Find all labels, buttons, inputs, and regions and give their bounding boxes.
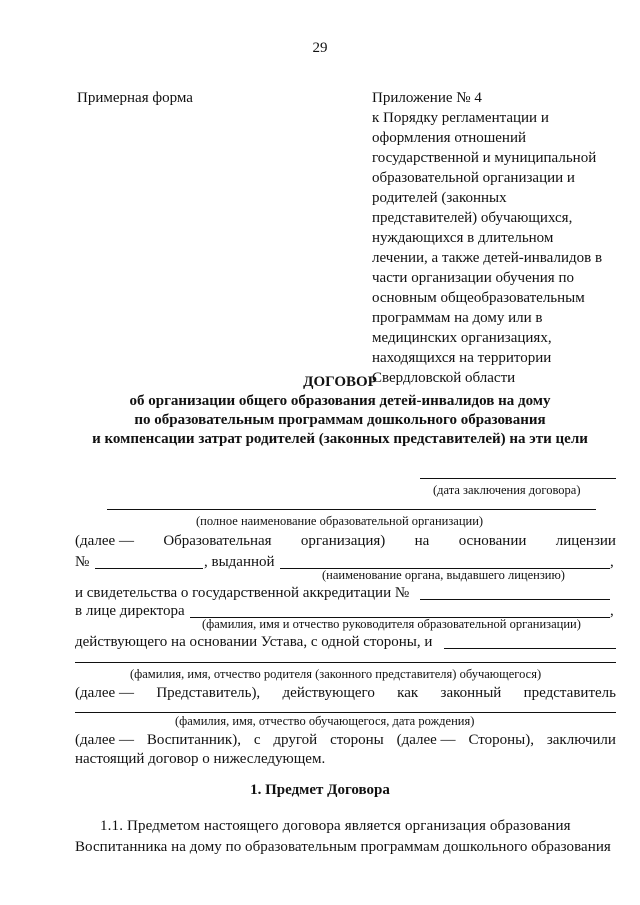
org-name-field[interactable]: [107, 509, 596, 510]
parent-caption: (фамилия, имя, отчество родителя (законного представителя) обучающегося): [130, 667, 542, 681]
word: Представитель),: [156, 685, 261, 701]
appendix-line: к Порядку регламентации и: [372, 110, 549, 126]
paragraph-text: 1.1. Предметом настоящего договора является организация образования: [100, 818, 571, 834]
appendix-line: Свердловской области: [372, 370, 516, 386]
license-number-label: №: [75, 554, 90, 570]
appendix-line: части организации обучения по: [372, 270, 574, 286]
appendix-line: нуждающихся в длительном: [372, 230, 554, 246]
student-name-field[interactable]: [75, 712, 616, 713]
license-number-field[interactable]: [95, 568, 203, 569]
appendix-line: лечении, а также детей-инвалидов в: [372, 250, 603, 266]
date-field[interactable]: [420, 478, 616, 479]
acting-text: действующего на основании Устава, с одной стороны, и: [75, 634, 433, 650]
paragraph-text: Воспитанника на дому по образовательным программам дошкольного образования: [75, 839, 611, 855]
comma: ,: [610, 603, 614, 619]
word: организация): [300, 533, 386, 549]
form-label: Примерная форма: [77, 90, 193, 106]
appendix-line: образовательной организации и: [372, 170, 575, 186]
appendix-line: медицинских организациях,: [372, 330, 552, 346]
license-issuer-caption: (наименование органа, выдавшего лицензию): [322, 568, 565, 582]
word: основании: [458, 533, 527, 549]
body-row-representative: [75, 683, 616, 703]
body-closing-line: настоящий договор о нижеследующем.: [75, 751, 326, 767]
contract-title-line: и компенсации затрат родителей (законных представителей) на эти цели: [92, 431, 588, 447]
body-row-pupil: [75, 730, 616, 750]
word: лицензии: [555, 533, 616, 549]
contract-title: [60, 373, 620, 449]
appendix-line: государственной и муниципальной: [372, 150, 597, 166]
contract-title-line: по образовательным программам дошкольного образования: [134, 412, 546, 428]
appendix-line: родителей (законных: [372, 190, 507, 206]
word: Стороны),: [468, 732, 534, 748]
director-label: в лице директора: [75, 603, 185, 619]
section-paragraph-line2: [75, 837, 616, 857]
word: (далее —: [75, 533, 134, 549]
section-paragraph-line1: [100, 816, 616, 836]
word: действующего: [282, 685, 375, 701]
comma: ,: [610, 554, 614, 570]
director-caption: (фамилия, имя и отчество руководителя образовательной организации): [202, 617, 581, 631]
word: представитель: [523, 685, 616, 701]
word: другой: [273, 732, 318, 748]
word: законный: [440, 685, 502, 701]
contract-title-main: ДОГОВОР: [303, 374, 377, 390]
word: Образовательная: [163, 533, 272, 549]
word: (далее —: [75, 732, 134, 748]
page-number: 29: [312, 40, 328, 56]
appendix-line: Приложение № 4: [372, 90, 482, 106]
license-issued-label: , выданной: [204, 554, 275, 570]
word: (далее —: [75, 685, 134, 701]
section-title: 1. Предмет Договора: [250, 782, 390, 798]
word: на: [414, 533, 430, 549]
accreditation-label: и свидетельства о государственной аккредитации №: [75, 585, 410, 601]
student-caption: (фамилия, имя, отчество обучающегося, дата рождения): [175, 714, 475, 728]
word: стороны: [330, 732, 384, 748]
word: с: [253, 732, 261, 748]
parent-name-field[interactable]: [75, 662, 616, 663]
appendix-line: оформления отношений: [372, 130, 527, 146]
body-row-license: [75, 531, 616, 551]
appendix-line: находящихся на территории: [372, 350, 552, 366]
date-caption: (дата заключения договора): [433, 483, 581, 497]
word: (далее —: [396, 732, 456, 748]
org-name-caption: (полное наименование образовательной организации): [196, 514, 484, 528]
word: как: [397, 685, 419, 701]
appendix-line: программам на дому или в: [372, 310, 543, 326]
word: Воспитанник),: [146, 732, 241, 748]
appendix-line: основным общеобразовательным: [372, 290, 585, 306]
contract-title-line: об организации общего образования детей-инвалидов на дому: [129, 393, 551, 409]
word: заключили: [546, 732, 616, 748]
appendix-line: представителей) обучающихся,: [372, 210, 573, 226]
appendix-note: [372, 88, 622, 388]
accreditation-number-field[interactable]: [420, 599, 610, 600]
acting-field[interactable]: [444, 648, 616, 649]
